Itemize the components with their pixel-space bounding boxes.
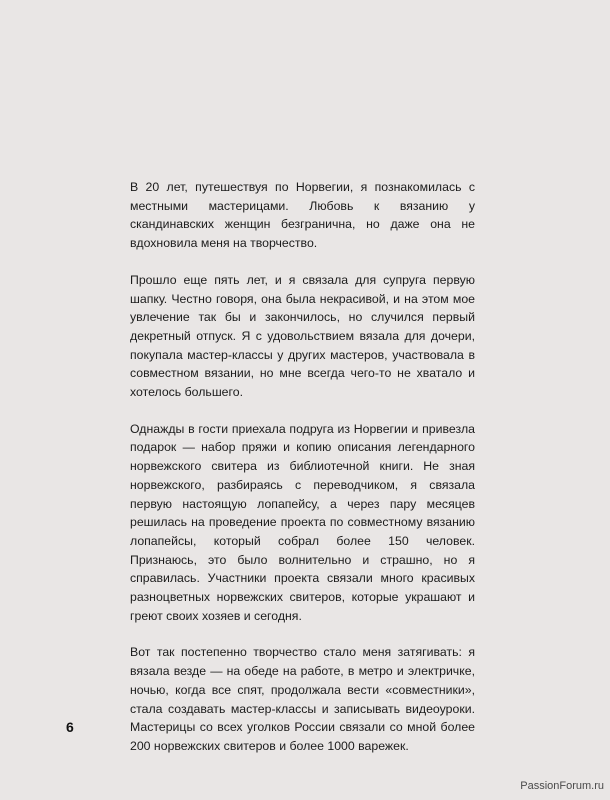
paragraph-3: Однажды в гости приехала подруга из Норвегии и привезла подарок — набор пряжи и копию описания легендарного норвежского свитера из библиотечной книги. Не зная норвежского, разбираясь с переводчиком, я связала первую настоящую лопапейсу, а через пару месяцев решилась на проведение проекта по совместному вязанию лопапейсы, который собрал более 150 человек. Признаюсь, это было волнительно и страшно, но я справилась. Участники проекта связали много красивых разноцветных норвежских свитеров, которые украшают и греют своих хозяев и сегодня. xyxy=(130,421,475,623)
paragraph-4: Вот так постепенно творчество стало меня затягивать: я вязала везде — на обеде на работе, в метро и электричке, ночью, когда все спят, продолжала вести «совместники», стала создавать мастер-классы и записывать видеоуроки. Мастерицы со всех уголков России связали со мной более 200 норвежских свитеров и более 1000 варежек. xyxy=(130,645,475,753)
body-text xyxy=(130,178,475,774)
paragraph-2: Прошло еще пять лет, и я связала для супруга первую шапку. Честно говоря, она была некрасивой, и на этом мое увлечение так бы и закончилось, но случился первый декретный отпуск. Я с удовольствием вязала для дочери, покупала мастер-классы у других мастеров, участвовала в совместном вязании, но мне всегда чего-то не хватало и хотелось большего. xyxy=(130,272,475,400)
paragraph-1: В 20 лет, путешествуя по Норвегии, я познакомилась с местными мастерицами. Любовь к вязанию у скандинавских женщин безгранична, но даже она не вдохновила меня на творчество. xyxy=(130,180,475,251)
watermark: PassionForum.ru xyxy=(520,780,604,792)
page-number: 6 xyxy=(66,719,74,735)
